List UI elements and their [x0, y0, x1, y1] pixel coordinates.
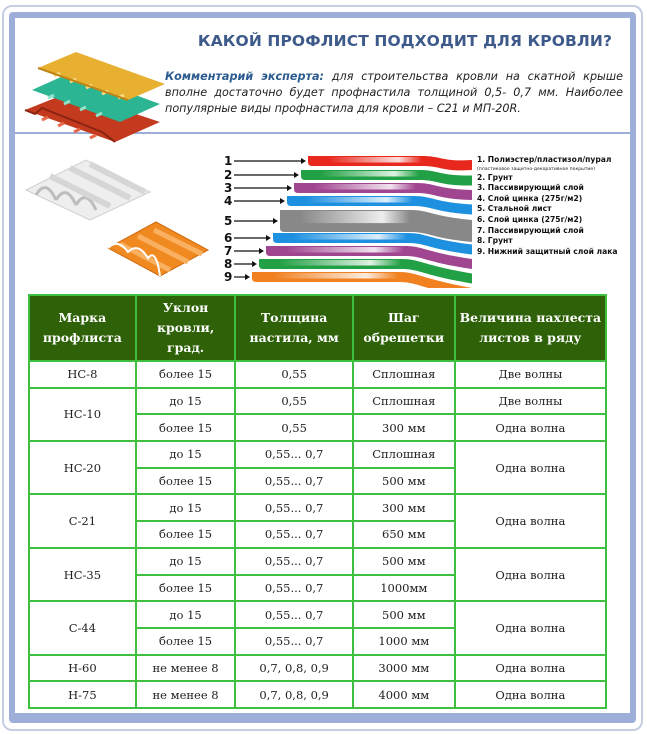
- cell-step: 300 мм: [353, 494, 455, 521]
- cell-step: Сплошная: [353, 388, 455, 415]
- expert-comment: [165, 69, 623, 117]
- profile-table: [28, 294, 607, 709]
- table-row: [29, 388, 606, 415]
- layer-number: 2: [224, 168, 233, 182]
- layers-legend: [477, 155, 627, 257]
- layer-highlight: [279, 260, 401, 266]
- cell-thickness: 0,55... 0,7: [235, 494, 353, 521]
- cell-thickness: 0,55: [235, 414, 353, 441]
- cell-mark: НС-8: [29, 361, 136, 388]
- cell-slope: до 15: [136, 441, 236, 468]
- cell-slope: не менее 8: [136, 655, 236, 682]
- header-overlap: Величина нахлеста листов в ряду: [455, 295, 606, 361]
- header-mark: Марка профлиста: [29, 295, 136, 361]
- cell-thickness: 0,55... 0,7: [235, 601, 353, 628]
- cell-step: Сплошная: [353, 361, 455, 388]
- cell-step: 1000мм: [353, 575, 455, 602]
- header-thickness: Толщина настила, мм: [235, 295, 353, 361]
- layer-highlight: [328, 157, 422, 163]
- arrow-head-icon: [266, 235, 271, 241]
- cell-step: 500 мм: [353, 548, 455, 575]
- legend-item: 2. Грунт: [477, 172, 513, 182]
- cell-mark: С-44: [29, 601, 136, 654]
- table-row: [29, 441, 606, 468]
- header-slope: Уклон кровли, град.: [136, 295, 236, 361]
- cell-overlap: Две волны: [455, 361, 606, 388]
- table-row: [29, 548, 606, 575]
- roof-sheets-image: [20, 148, 210, 278]
- cell-step: 1000 мм: [353, 628, 455, 655]
- cell-slope: более 15: [136, 414, 236, 441]
- cell-thickness: 0,7, 0,8, 0,9: [235, 681, 353, 708]
- cell-step: 500 мм: [353, 468, 455, 495]
- cell-thickness: 0,55... 0,7: [235, 548, 353, 575]
- cell-mark: Н-60: [29, 655, 136, 682]
- cell-slope: не менее 8: [136, 681, 236, 708]
- cell-overlap: Одна волна: [455, 414, 606, 441]
- layer-highlight: [321, 171, 419, 177]
- expert-comment-lead: Комментарий эксперта:: [165, 70, 324, 83]
- layer-highlight: [272, 273, 398, 279]
- cell-mark: НС-10: [29, 388, 136, 441]
- cell-mark: НС-35: [29, 548, 136, 601]
- arrow-head-icon: [287, 185, 292, 191]
- layer-number: 8: [224, 257, 233, 271]
- layer-highlight: [286, 247, 404, 253]
- layer-highlight: [293, 234, 407, 240]
- legend-item: 3. Пассивирующий слой: [477, 183, 584, 193]
- header-step: Шаг обрешетки: [353, 295, 455, 361]
- cell-thickness: 0,7, 0,8, 0,9: [235, 655, 353, 682]
- legend-item: 1. Полиэстер/пластизол/пурал: [477, 155, 612, 164]
- cell-thickness: 0,55... 0,7: [235, 441, 353, 468]
- layer-number: 5: [224, 214, 233, 228]
- cell-overlap: Одна волна: [455, 601, 606, 654]
- cell-mark: Н-75: [29, 681, 136, 708]
- legend-item: 6. Слой цинка (275г/м2): [477, 214, 583, 224]
- layer-number: 1: [224, 154, 233, 168]
- layer-number: 9: [224, 270, 233, 284]
- layer-number: 4: [224, 194, 233, 208]
- table-header-row: [29, 295, 606, 361]
- arrow-head-icon: [259, 248, 264, 254]
- layer-number: 3: [224, 181, 233, 195]
- arrow-head-icon: [280, 198, 285, 204]
- layer-number: 7: [224, 244, 233, 258]
- cell-mark: НС-20: [29, 441, 136, 494]
- arrow-head-icon: [294, 172, 299, 178]
- orange-sheet: [108, 222, 208, 276]
- cell-thickness: 0,55: [235, 388, 353, 415]
- cell-thickness: 0,55: [235, 361, 353, 388]
- cell-slope: более 15: [136, 521, 236, 548]
- cell-slope: до 15: [136, 548, 236, 575]
- cell-slope: более 15: [136, 628, 236, 655]
- legend-item: 8. Грунт: [477, 236, 513, 246]
- layer-highlight: [314, 184, 416, 190]
- cell-mark: С-21: [29, 494, 136, 547]
- cell-overlap: Одна волна: [455, 441, 606, 494]
- cell-thickness: 0,55... 0,7: [235, 468, 353, 495]
- legend-item: 7. Пассивирующий слой: [477, 225, 584, 235]
- legend-item: 9. Нижний защитный слой лака: [477, 246, 618, 256]
- legend-item: 4. Слой цинка (275г/м2): [477, 193, 583, 203]
- cell-step: 3000 мм: [353, 655, 455, 682]
- table-row: [29, 601, 606, 628]
- header-box: [15, 18, 630, 134]
- cell-overlap: Одна волна: [455, 494, 606, 547]
- cell-overlap: Две волны: [455, 388, 606, 415]
- arrow-head-icon: [252, 261, 257, 267]
- cell-slope: более 15: [136, 575, 236, 602]
- layers-diagram: [222, 148, 477, 288]
- cell-slope: более 15: [136, 468, 236, 495]
- cell-step: 4000 мм: [353, 681, 455, 708]
- cell-thickness: 0,55... 0,7: [235, 575, 353, 602]
- cell-slope: более 15: [136, 361, 236, 388]
- legend-item: 5. Стальной лист: [477, 204, 552, 214]
- cell-overlap: Одна волна: [455, 655, 606, 682]
- cell-step: 650 мм: [353, 521, 455, 548]
- page-title: КАКОЙ ПРОФЛИСТ ПОДХОДИТ ДЛЯ КРОВЛИ?: [197, 32, 613, 50]
- profiled-sheets-image: [20, 50, 168, 155]
- cell-slope: до 15: [136, 494, 236, 521]
- layer-number: 6: [224, 231, 233, 245]
- table-row: [29, 681, 606, 708]
- expert-comment-text: для строительства кровли на скатной крыше вполне достаточно будет профнастила толщиной 0,5- 0,7 мм. Наиболее популярные виды профнастила для кровли – С21 и МП-20R.: [165, 70, 623, 115]
- cell-thickness: 0,55... 0,7: [235, 521, 353, 548]
- cell-slope: до 15: [136, 388, 236, 415]
- table-row: [29, 655, 606, 682]
- arrow-head-icon: [301, 158, 306, 164]
- table-row: [29, 494, 606, 521]
- layer-highlight: [300, 211, 410, 223]
- arrow-head-icon: [245, 274, 250, 280]
- cell-step: 500 мм: [353, 601, 455, 628]
- cell-overlap: Одна волна: [455, 548, 606, 601]
- layer-highlight: [307, 197, 413, 203]
- arrow-head-icon: [273, 218, 278, 224]
- cell-step: 300 мм: [353, 414, 455, 441]
- cell-slope: до 15: [136, 601, 236, 628]
- cell-step: Сплошная: [353, 441, 455, 468]
- legend-item-note: (пластиковое защитно-декоративное покрытие): [477, 166, 596, 172]
- table-row: [29, 361, 606, 388]
- white-sheet: [26, 160, 150, 220]
- cell-overlap: Одна волна: [455, 681, 606, 708]
- cell-thickness: 0,55... 0,7: [235, 628, 353, 655]
